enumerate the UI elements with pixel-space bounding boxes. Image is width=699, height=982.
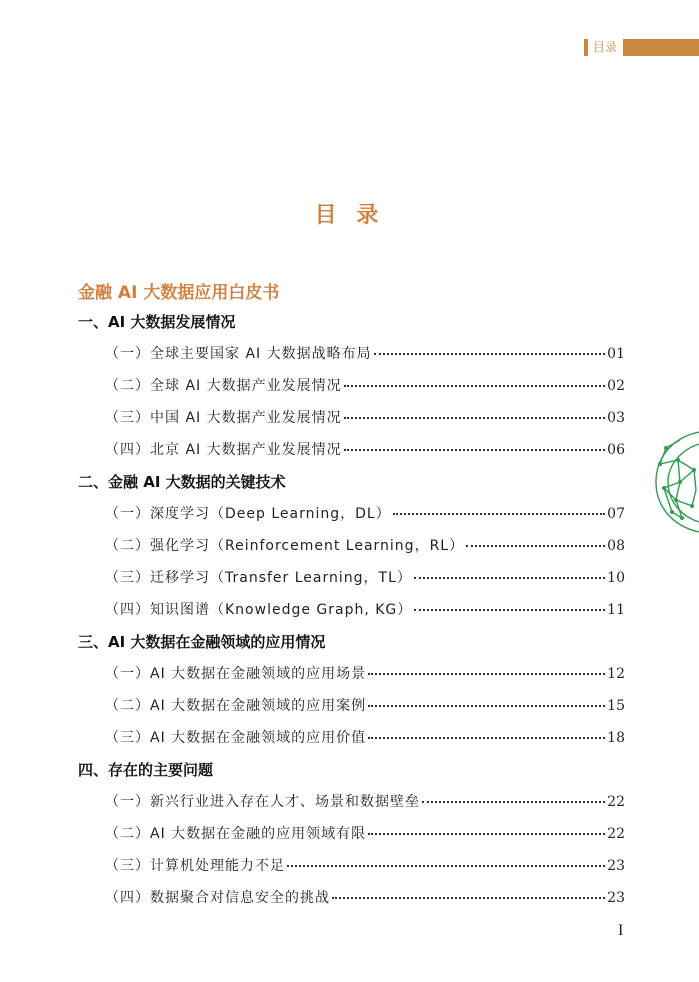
toc-entry-page: 06 [607,442,625,458]
toc-entry-page: 23 [607,890,625,906]
toc-entry[interactable] [105,535,625,555]
toc-entry-label: （四）北京 AI 大数据产业发展情况 [105,442,342,458]
header-tab-marker [584,39,588,56]
globe-network-icon [650,430,699,534]
toc-leader-dots [422,801,605,803]
toc-entry-page: 22 [607,794,625,810]
toc-entry[interactable] [105,887,625,907]
toc-entry-page: 12 [607,666,625,682]
toc-entry[interactable] [105,439,625,459]
toc-entry-label: （四）知识图谱（Knowledge Graph, KG） [105,602,413,618]
toc-entry[interactable] [105,695,625,715]
toc-entry[interactable] [105,407,625,427]
header-tab-bar [623,39,699,56]
toc-entry-page: 10 [607,570,625,586]
book-title: 金融 AI 大数据应用白皮书 [78,283,280,303]
toc-entry-page: 02 [607,378,625,394]
section-heading-2: 二、金融 AI 大数据的关键技术 [78,473,286,491]
toc-entry[interactable] [105,855,625,875]
toc-entry-page: 08 [607,538,625,554]
section-heading-1: 一、AI 大数据发展情况 [78,313,236,331]
toc-entry-label: （一）深度学习（Deep Learning，DL） [105,506,391,522]
toc-leader-dots [393,513,605,515]
toc-entry-page: 01 [607,346,625,362]
toc-leader-dots [344,449,606,451]
toc-leader-dots [414,609,605,611]
toc-entry-page: 07 [607,506,625,522]
header-tab-label: 目录 [593,40,618,54]
toc-entry[interactable] [105,343,625,363]
toc-entry[interactable] [105,567,625,587]
toc-entry-label: （一）全球主要国家 AI 大数据战略布局 [105,346,372,362]
toc-leader-dots [344,385,606,387]
toc-entry-label: （一）AI 大数据在金融领域的应用场景 [105,666,367,682]
toc-entry-label: （三）计算机处理能力不足 [105,858,285,874]
toc-leader-dots [466,545,605,547]
toc-entry-page: 11 [607,602,625,618]
section-heading-3: 三、AI 大数据在金融领域的应用情况 [78,633,326,651]
toc-leader-dots [374,353,606,355]
toc-entry-page: 18 [607,730,625,746]
toc-leader-dots [368,737,605,739]
toc-leader-dots [332,897,605,899]
toc-entry[interactable] [105,727,625,747]
toc-entry-label: （三）AI 大数据在金融领域的应用价值 [105,730,367,746]
toc-entry-page: 15 [607,698,625,714]
toc-entry-label: （二）全球 AI 大数据产业发展情况 [105,378,342,394]
toc-entry-label: （三）迁移学习（Transfer Learning，TL） [105,570,412,586]
toc-entry[interactable] [105,375,625,395]
toc-entry[interactable] [105,503,625,523]
toc-entry-page: 22 [607,826,625,842]
toc-entry[interactable] [105,599,625,619]
toc-entry-label: （一）新兴行业进入存在人才、场景和数据壁垒 [105,794,420,810]
toc-entry-label: （二）AI 大数据在金融的应用领域有限 [105,826,367,842]
page-title: 目 录 [314,203,385,228]
toc-entry[interactable] [105,823,625,843]
page-number: I [618,922,624,939]
toc-leader-dots [368,673,605,675]
toc-leader-dots [368,705,605,707]
toc-entry-label: （二）强化学习（Reinforcement Learning，RL） [105,538,465,554]
toc-leader-dots [344,417,606,419]
toc-leader-dots [368,833,605,835]
toc-entry[interactable] [105,663,625,683]
toc-entry[interactable] [105,791,625,811]
toc-entry-label: （四）数据聚合对信息安全的挑战 [105,890,330,906]
toc-entry-page: 03 [607,410,625,426]
toc-entry-label: （三）中国 AI 大数据产业发展情况 [105,410,342,426]
toc-entry-page: 23 [607,858,625,874]
toc-leader-dots [414,577,605,579]
section-heading-4: 四、存在的主要问题 [78,761,214,779]
header-tab [584,39,699,56]
toc-leader-dots [287,865,605,867]
toc-entry-label: （二）AI 大数据在金融领域的应用案例 [105,698,367,714]
